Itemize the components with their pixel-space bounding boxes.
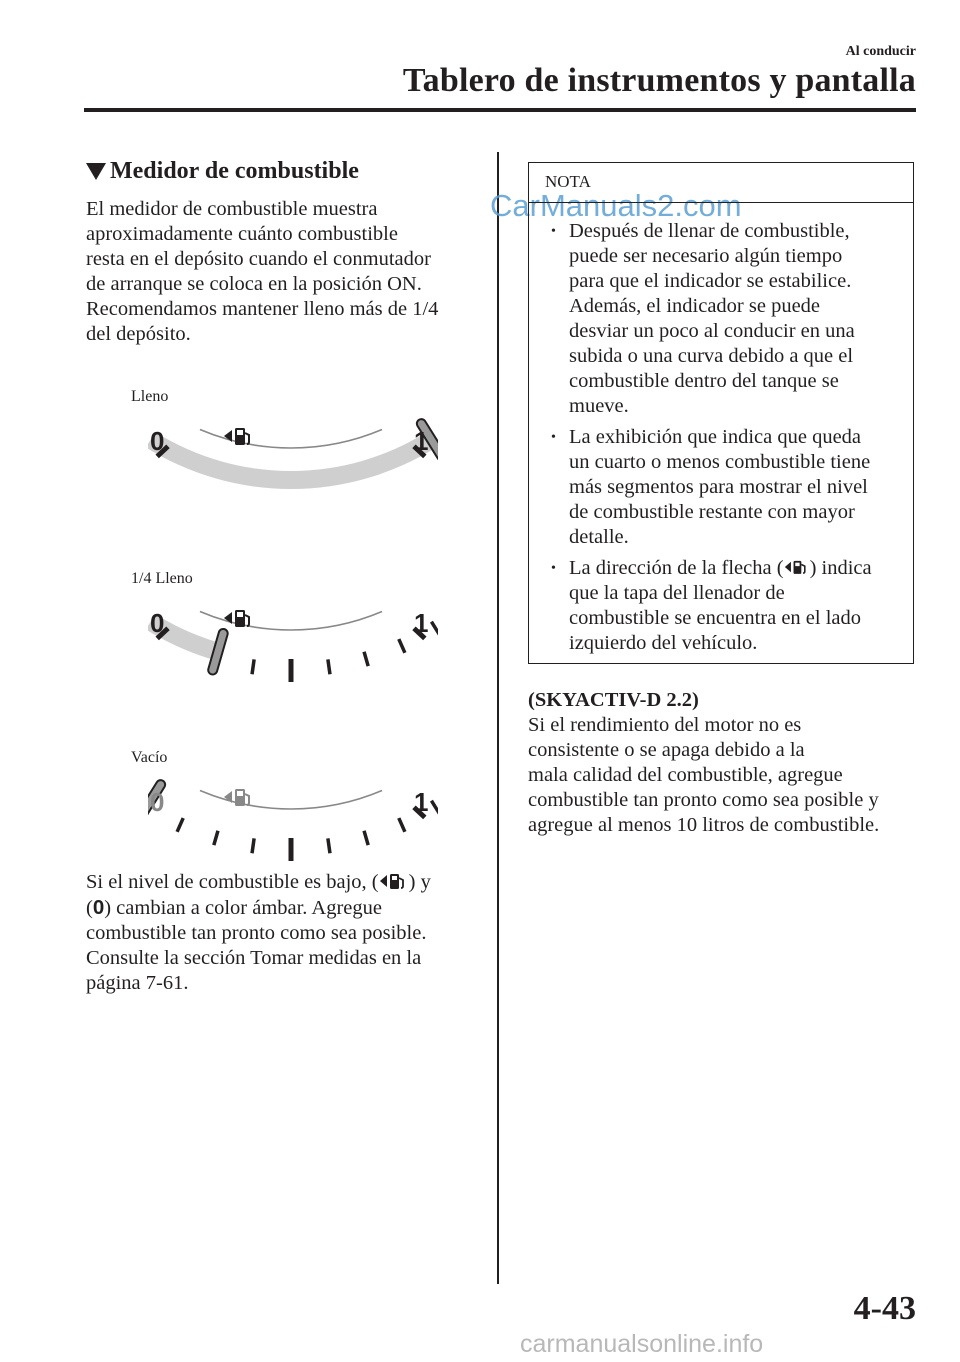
triangle-marker-icon	[86, 163, 106, 180]
gauge-label-empty: Vacío	[131, 749, 168, 766]
fuel-level-band	[148, 432, 436, 489]
gauge-segment	[214, 831, 218, 845]
gauge-segment	[399, 639, 405, 653]
gauge-segment	[431, 801, 438, 814]
gauge-segment	[399, 818, 405, 832]
skyactiv-line: agregue al menos 10 litros de combustible.	[528, 814, 880, 836]
fuel-pump-icon	[224, 610, 249, 627]
intro-line: de arranque se coloca en la posición ON.	[86, 273, 422, 295]
gauge-arc	[200, 429, 382, 448]
gauge-full-label: 1	[414, 787, 429, 817]
gauge-segment	[364, 831, 368, 845]
intro-line: El medidor de combustible muestra	[86, 198, 378, 220]
skyactiv-line: combustible tan pronto como sea posible y	[528, 789, 879, 811]
gauge-full-label: 1	[414, 608, 429, 638]
skyactiv-line: mala calidad del combustible, agregue	[528, 764, 843, 786]
gauge-empty-label: 0	[150, 787, 165, 817]
fuel-pump-icon	[784, 557, 810, 577]
low-fuel-line: página 7-61.	[86, 972, 189, 994]
fuel-pump-icon	[379, 871, 409, 891]
gauge-segment	[431, 622, 438, 635]
gauge-label-full: Lleno	[131, 388, 169, 405]
gauge-label-quarter: 1/4 Lleno	[131, 570, 193, 587]
nota-heading: NOTA	[529, 163, 913, 203]
gauge-segment	[177, 818, 183, 832]
nota-box	[528, 162, 914, 664]
left-column	[86, 158, 486, 347]
zero-mark-icon: 0	[92, 896, 105, 919]
gauge-segment	[328, 838, 330, 853]
nota-item: • La dirección de la flecha ( ) indica que la tapa del llenador de combustible se encuentra en el lado izquierdo del vehículo.	[547, 556, 903, 656]
fuel-pump-icon	[224, 428, 249, 445]
intro-line: aproximadamente cuánto combustible	[86, 223, 398, 245]
section-title	[86, 158, 486, 185]
gauge-empty-label: 0	[150, 608, 165, 638]
nota-list	[529, 203, 913, 656]
low-fuel-line: combustible tan pronto como sea posible.	[86, 922, 427, 944]
fuel-gauge-full	[148, 410, 438, 518]
nota-item: • La exhibición que indica que queda un cuarto o menos combustible tiene más segmentos para mostrar el nivel de combustible restante con mayor detalle.	[547, 425, 903, 550]
intro-line: resta en el depósito cuando el conmutador	[86, 248, 431, 270]
nota-item: • Después de llenar de combustible, puede ser necesario algún tiempo para que el indicador se estabilice. Además, el indicador se puede desviar un poco al conducir en una subida o una curva debido a que el combustible dentro del tanque se mueve.	[547, 219, 903, 419]
fuel-pump-icon	[224, 789, 249, 806]
section-title-text: Medidor de combustible	[110, 158, 359, 184]
gauge-segment	[364, 652, 368, 666]
skyactiv-line: consistente o se apaga debido a la	[528, 739, 805, 761]
gauge-arc	[200, 790, 382, 809]
low-fuel-line: Si el nivel de combustible es bajo, ( ) y	[86, 871, 431, 893]
low-fuel-line: Consulte la sección Tomar medidas en la	[86, 947, 422, 969]
header-section: Al conducir	[845, 44, 916, 59]
skyactiv-heading: (SKYACTIV-D 2.2)	[528, 689, 699, 711]
gauge-segment	[252, 659, 254, 674]
gauge-segment	[328, 659, 330, 674]
intro-line: del depósito.	[86, 323, 191, 345]
gauge-arc	[200, 611, 382, 630]
fuel-gauge-quarter	[148, 592, 438, 700]
gauge-empty-label: 0	[150, 426, 165, 456]
gauge-full-label: 1	[414, 426, 429, 456]
column-divider	[497, 152, 499, 1284]
skyactiv-section	[528, 688, 928, 838]
watermark-top[interactable]: CarManuals2.com	[490, 188, 742, 223]
header-title: Tablero de instrumentos y pantalla	[402, 62, 916, 99]
watermark-bottom[interactable]: carmanualsonline.info	[520, 1330, 764, 1358]
fuel-gauge-empty	[148, 771, 438, 879]
gauge-segment	[252, 838, 254, 853]
skyactiv-line: Si el rendimiento del motor no es	[528, 714, 802, 736]
page-number: 4-43	[853, 1290, 916, 1327]
low-fuel-text	[86, 870, 486, 996]
intro-line: Recomendamos mantener lleno más de 1/4	[86, 298, 439, 320]
low-fuel-line: (0) cambian a color ámbar. Agregue	[86, 896, 383, 919]
header-rule	[84, 108, 916, 112]
